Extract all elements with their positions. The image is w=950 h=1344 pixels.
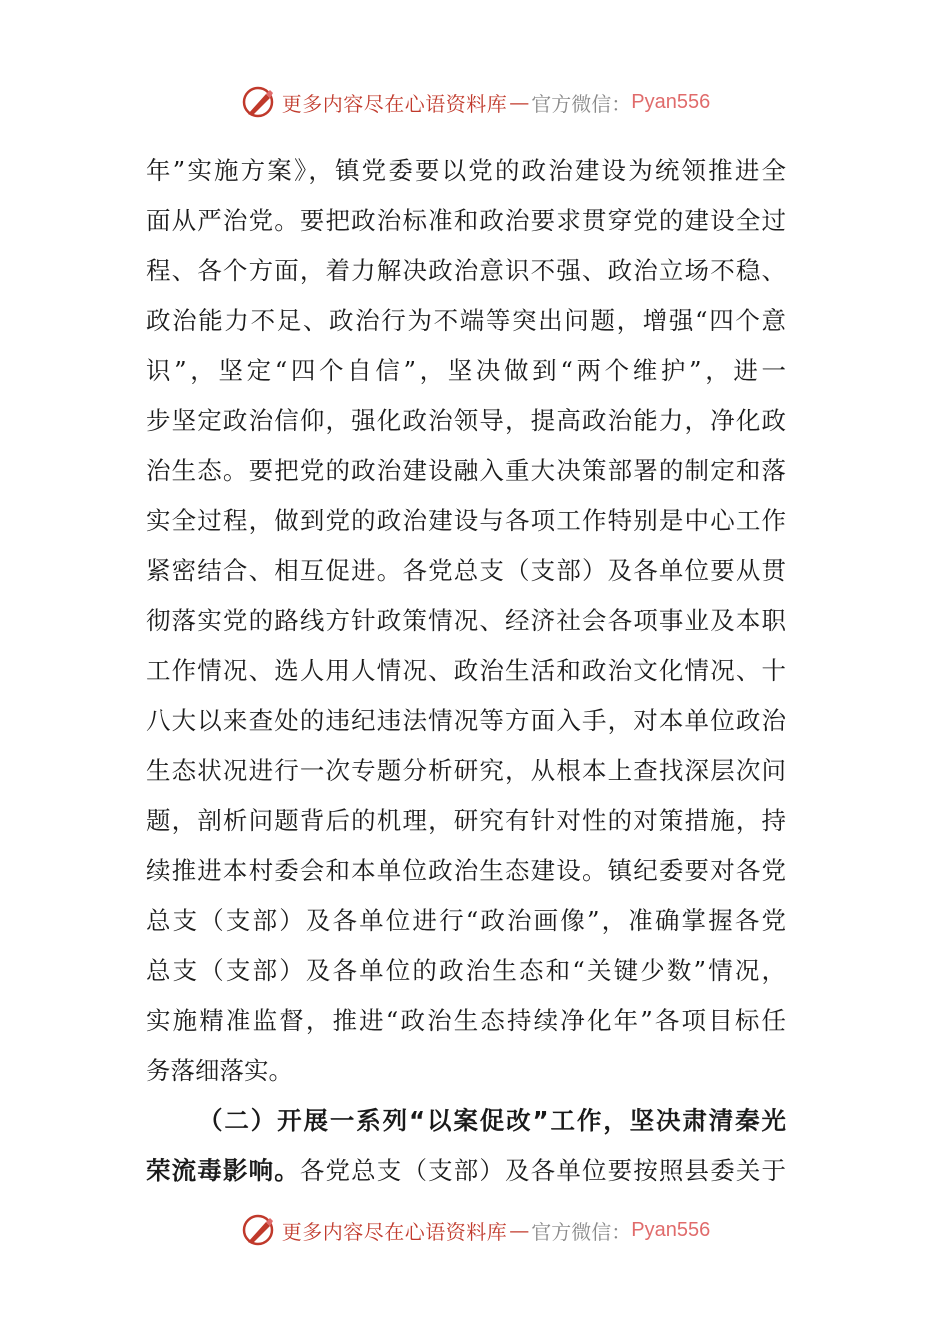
text-line: 务落细落实。: [146, 1056, 293, 1085]
pen-logo-icon: [240, 84, 276, 120]
text-line: 程、各个方面，着力解决政治意识不强、政治立场不稳、: [146, 256, 786, 285]
text-line: 紧密结合、相互促进。各党总支（支部）及各单位要从贯: [146, 556, 786, 585]
watermark-account: Pyan556: [631, 1218, 711, 1241]
text-line: 年”实施方案》，镇党委要以党的政治建设为统领推进全: [146, 156, 786, 185]
text-line: 彻落实党的路线方针政策情况、经济社会各项事业及本职: [146, 606, 786, 635]
text-line: 识”，坚定“四个自信”，坚决做到“两个维护”，进一: [146, 356, 786, 385]
text-line: 步坚定政治信仰，强化政治领导，提高政治能力，净化政: [146, 406, 786, 435]
watermark-label: 官方微信：: [531, 1219, 632, 1244]
text-line: 实施精准监督，推进“政治生态持续净化年”各项目标任: [146, 1006, 786, 1035]
watermark-dash: —: [509, 1218, 530, 1242]
watermark-site-name: 更多内容尽在心语资料库: [281, 1219, 508, 1244]
section-heading: （二）开展一系列“以案促改”工作，坚决肃清秦光: [198, 1106, 786, 1135]
text-line: 八大以来查处的违纪违法情况等方面入手，对本单位政治: [146, 706, 786, 735]
text-line: 题，剖析问题背后的机理，研究有针对性的对策措施，持: [146, 806, 786, 835]
watermark-dash: —: [509, 90, 530, 114]
document-body: [146, 146, 786, 1196]
text-line: 总支（支部）及各单位的政治生态和“关键少数”情况，: [146, 956, 786, 985]
text-line: 续推进本村委会和本单位政治生态建设。镇纪委要对各党: [146, 856, 786, 885]
section-heading-end: 荣流毒影响。: [146, 1156, 300, 1185]
section-text: 各党总支（支部）及各单位要按照县委关于: [299, 1156, 786, 1185]
text-line: 总支（支部）及各单位进行“政治画像”，准确掌握各党: [146, 906, 786, 935]
text-line: 面从严治党。要把政治标准和政治要求贯穿党的建设全过: [146, 206, 786, 235]
text-line: 生态状况进行一次专题分析研究，从根本上查找深层次问: [146, 756, 786, 785]
watermark-account: Pyan556: [631, 90, 711, 113]
pen-logo-icon: [240, 1212, 276, 1248]
text-line: 政治能力不足、政治行为不端等突出问题，增强“四个意: [146, 306, 786, 335]
watermark-site-name: 更多内容尽在心语资料库: [281, 91, 508, 116]
text-line: 实全过程，做到党的政治建设与各项工作特别是中心工作: [146, 506, 786, 535]
footer-watermark: [0, 1208, 950, 1252]
watermark-label: 官方微信：: [531, 91, 632, 116]
text-line: [146, 1146, 786, 1196]
text-line: 治生态。要把党的政治建设融入重大决策部署的制定和落: [146, 456, 786, 485]
header-watermark: [0, 80, 950, 124]
text-line: 工作情况、选人用人情况、政治生活和政治文化情况、十: [146, 656, 786, 685]
